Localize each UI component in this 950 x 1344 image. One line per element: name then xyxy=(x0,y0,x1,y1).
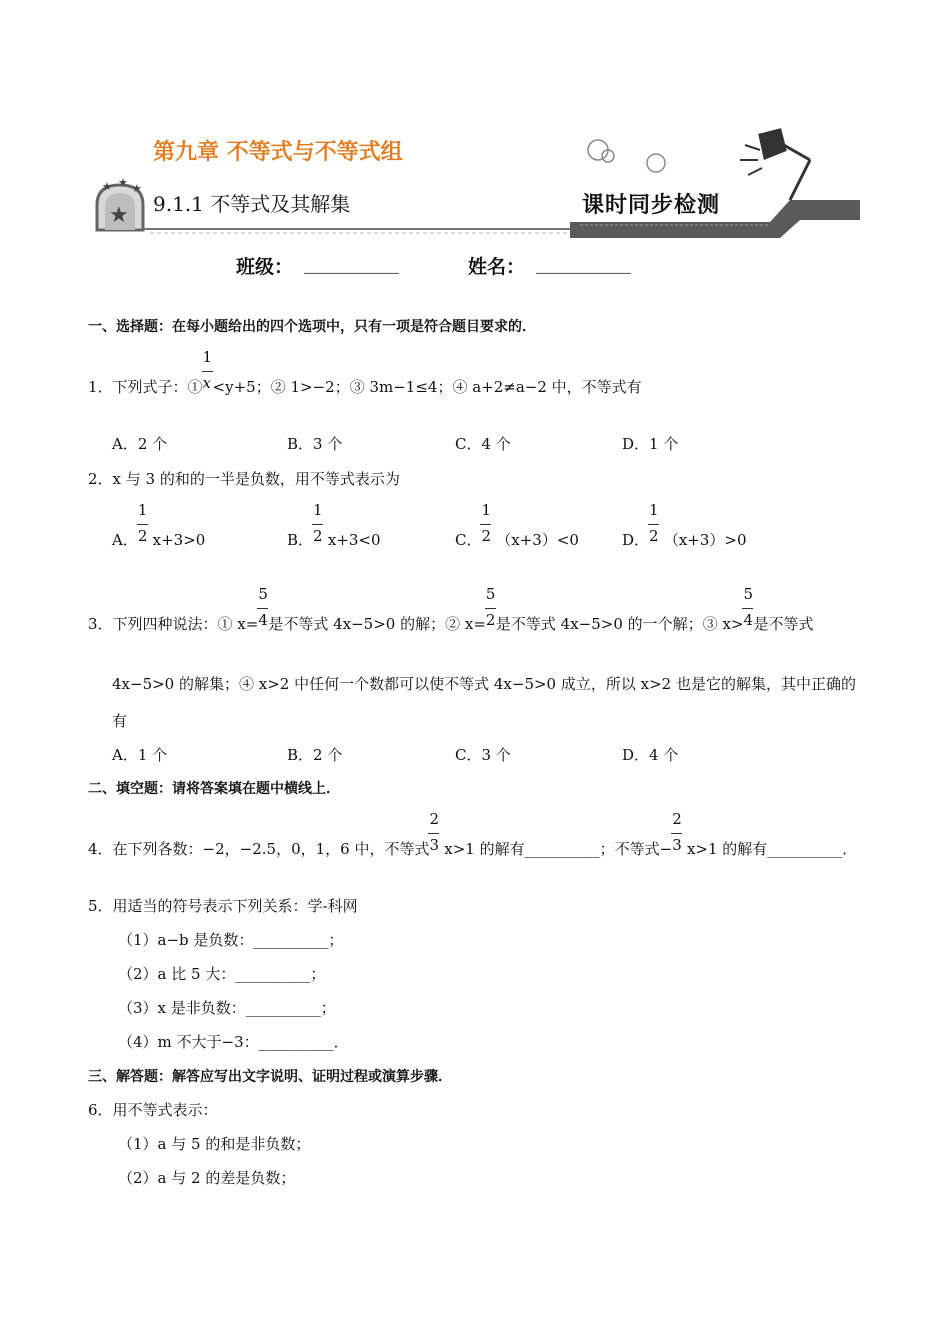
name-label: 姓名： xyxy=(468,256,526,278)
q3-option-b[interactable]: B．2 个 xyxy=(287,746,343,764)
class-label: 班级： xyxy=(236,256,294,278)
q6-item-1: （1）a 与 5 的和是非负数； xyxy=(118,1135,311,1153)
fraction: $\frac{1}{x}$ xyxy=(202,348,213,392)
name-field[interactable]: __________ xyxy=(536,252,631,274)
question-4: 4．在下列各数：−2，−2.5，0，1，6 中，不等式 $\frac{2}{3}$ x>1 的解有__________；不等式− $\frac{2}{3}$ x>1 的解有__________． xyxy=(88,810,858,858)
bubble-icon xyxy=(647,154,665,172)
q5-item-1[interactable]: （1）a−b 是负数：__________； xyxy=(118,931,344,949)
q2-option-c[interactable]: C． $\frac{1}{2}$ （x+3）<0 xyxy=(455,501,579,549)
q1-option-a[interactable]: A．2 个 xyxy=(112,435,168,453)
q3-option-d[interactable]: D．4 个 xyxy=(622,746,679,764)
q5-item-3[interactable]: （3）x 是非负数：__________； xyxy=(118,999,336,1017)
q1-option-c[interactable]: C．4 个 xyxy=(455,435,511,453)
question-5: 5．用适当的符号表示下列关系：学-科网 xyxy=(88,897,358,915)
q6-item-2: （2）a 与 2 的差是负数； xyxy=(118,1169,296,1187)
q2-option-b[interactable]: B． $\frac{1}{2}$ x+3<0 xyxy=(287,501,381,549)
lamp-icon xyxy=(740,130,810,200)
q1-option-b[interactable]: B．3 个 xyxy=(287,435,343,453)
q5-item-2[interactable]: （2）a 比 5 大：__________； xyxy=(118,965,326,983)
section-1-heading: 一、选择题：在每小题给出的四个选项中，只有一项是符合题目要求的． xyxy=(88,319,536,335)
q2-option-a[interactable]: A． $\frac{1}{2}$ x+3>0 xyxy=(112,501,206,549)
section-3-heading: 三、解答题：解答应写出文字说明、证明过程或演算步骤． xyxy=(88,1069,452,1085)
q5-item-4[interactable]: （4）m 不大于−3：__________． xyxy=(118,1033,349,1051)
q3-option-c[interactable]: C．3 个 xyxy=(455,746,511,764)
q3-line-3: 有 xyxy=(112,712,128,730)
badge-label: 课时同步检测 xyxy=(582,193,721,218)
q1-option-d[interactable]: D．1 个 xyxy=(622,435,679,453)
header-banner xyxy=(0,0,950,240)
question-2: 2．x 与 3 的和的一半是负数，用不等式表示为 xyxy=(88,470,400,488)
q3-line-2: 4x−5>0 的解集；④ x>2 中任何一个数都可以使不等式 4x−5>0 成立，所以 x>2 也是它的解集，其中正确的 xyxy=(112,675,856,693)
star-icon: ★ xyxy=(109,203,129,228)
banner-graphic xyxy=(0,0,950,240)
question-3: 3．下列四种说法：① x= $\frac{5}{4}$ 是不等式 4x−5>0 的解；② x= $\frac{5}{2}$ 是不等式 4x−5>0 的一个解；③ x> $\frac{5}{4}$ 是不等式 xyxy=(88,585,814,633)
question-1: 1．下列式子：① $\frac{1}{x}$ <y+5；② 1>−2；③ 3m−1≤4；④ a+2≠a−2 中，不等式有 xyxy=(88,348,642,396)
star-icon-small: ★ xyxy=(118,176,128,189)
q3-option-a[interactable]: A．1 个 xyxy=(112,746,168,764)
star-icon-small: ★ xyxy=(102,180,112,193)
star-icon-small: ★ xyxy=(132,182,142,195)
q2-option-d[interactable]: D． $\frac{1}{2}$ （x+3）>0 xyxy=(622,501,747,549)
section-title: 9.1.1 不等式及其解集 xyxy=(153,192,351,216)
class-field[interactable]: __________ xyxy=(304,252,399,274)
question-6: 6．用不等式表示： xyxy=(88,1101,218,1119)
chapter-title: 第九章 不等式与不等式组 xyxy=(153,140,403,165)
section-2-heading: 二、填空题：请将答案填在题中横线上． xyxy=(88,781,340,797)
